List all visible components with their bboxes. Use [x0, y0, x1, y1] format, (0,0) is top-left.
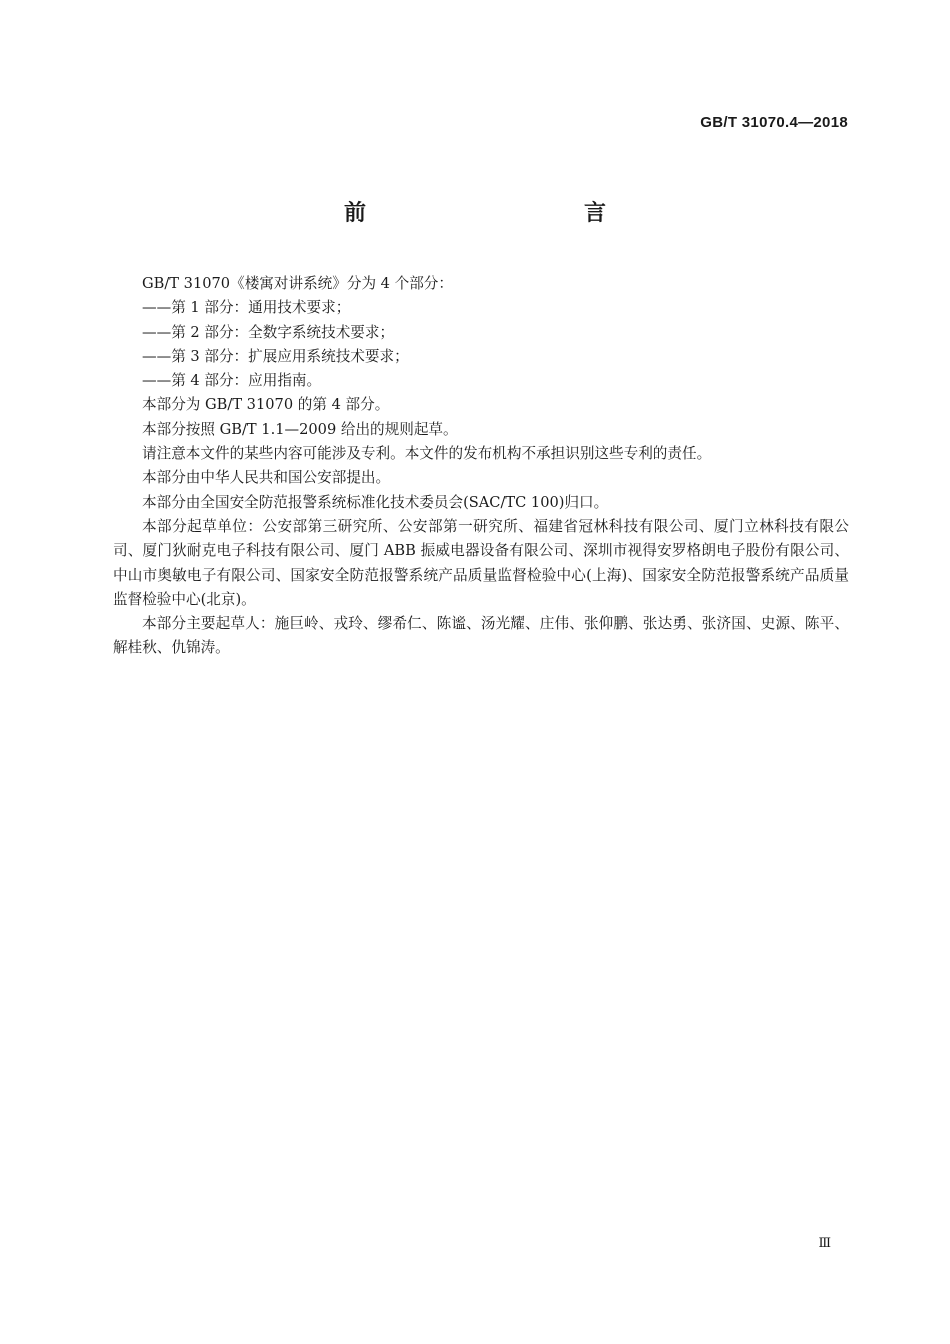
paragraph-proposer: 本部分由中华人民共和国公安部提出。 [142, 469, 391, 487]
paragraph-parts-intro: GB/T 31070《楼寓对讲系统》分为 4 个部分： [142, 275, 453, 292]
list-item-part-3: ——第 3 部分：扩展应用系统技术要求； [142, 347, 409, 365]
paragraph-this-part: 本部分为 GB/T 31070 的第 4 部分。 [142, 396, 390, 414]
list-item-part-4: ——第 4 部分：应用指南。 [142, 372, 322, 390]
paragraph-drafting-units: 本部分起草单位：公安部第三研究所、公安部第一研究所、福建省冠林科技有限公司、厦门立林科技有限公司、厦门狄耐克电子科技有限公司、厦门 ABB 振威电器设备有限公司、深圳市视得安罗格朗电子股份有限公司、中山市奥敏电子有限公司、国家安全防范报警系统产品质量监督检验中心(上海)、国家安全防范报警系统产品质量监督检验中心(北京)。 [113, 517, 849, 608]
page-title: 前 言 [343, 201, 664, 226]
page-number: Ⅲ [818, 1236, 831, 1251]
paragraph-patent-notice: 请注意本文件的某些内容可能涉及专利。本文件的发布机构不承担识别这些专利的责任。 [142, 445, 712, 463]
paragraph-drafters: 本部分主要起草人：施巨岭、戎玲、缪希仁、陈谧、汤光耀、庄伟、张仰鹏、张达勇、张济国、史源、陈平、解桂秋、仇锦涛。 [113, 615, 849, 657]
paragraph-centralized-by: 本部分由全国安全防范报警系统标准化技术委员会(SAC/TC 100)归口。 [142, 493, 609, 511]
list-item-part-1: ——第 1 部分：通用技术要求； [142, 299, 351, 317]
foreword-body [113, 272, 849, 661]
standard-code: GB/T 31070.4—2018 [700, 114, 848, 131]
paragraph-drafting-rules: 本部分按照 GB/T 1.1—2009 给出的规则起草。 [142, 420, 458, 438]
list-item-part-2: ——第 2 部分：全数字系统技术要求； [142, 323, 395, 341]
